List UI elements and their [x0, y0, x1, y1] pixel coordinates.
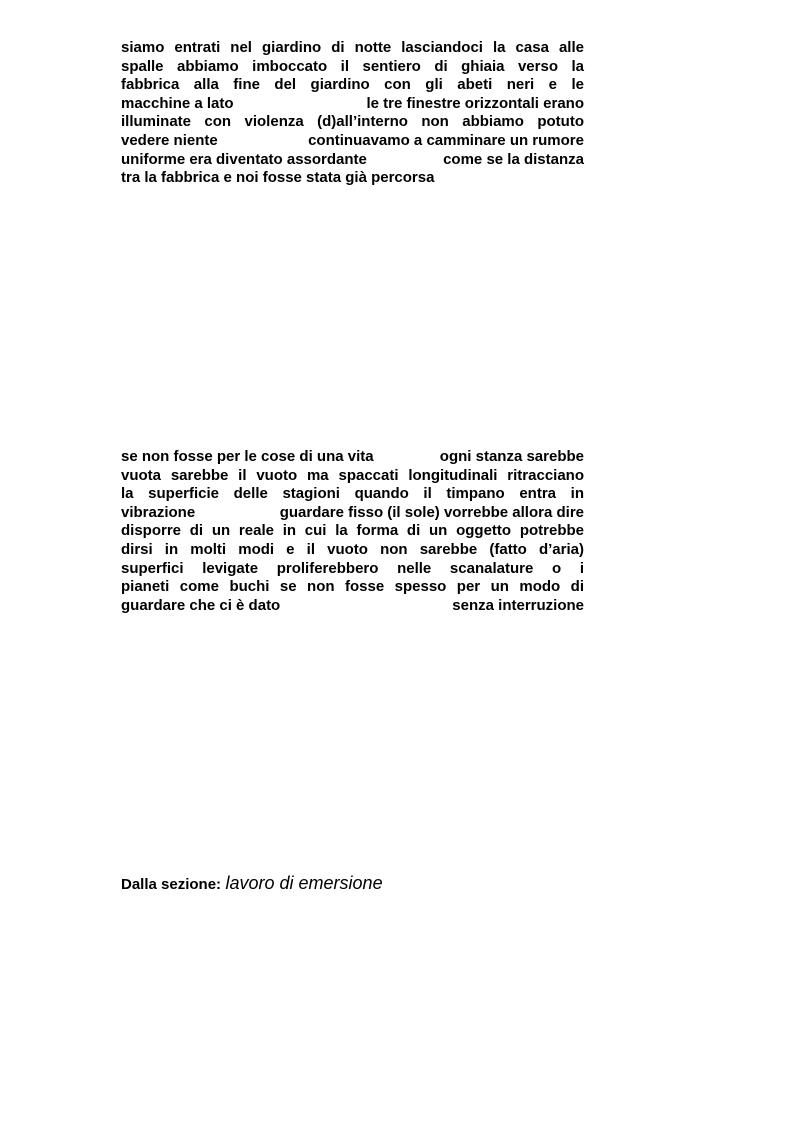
poem-line-part: come se la distanza	[443, 150, 584, 168]
poem-line-part: vedere niente	[121, 131, 218, 149]
poem-line-part: uniforme era diventato assordante	[121, 150, 367, 168]
poem-stanza-two	[121, 448, 584, 615]
poem-line: fabbrica alla fine del giardino con gli abeti neri e le	[121, 76, 584, 94]
poem-line: la superficie delle stagioni quando il timpano entra in	[121, 485, 584, 503]
poem-line: superfici levigate proliferebbero nelle scanalature o i	[121, 559, 584, 577]
section-title: lavoro di emersione	[225, 873, 383, 893]
poem-line: dirsi in molti modi e il vuoto non sarebbe (fatto d’aria)	[121, 540, 584, 558]
section-attribution	[121, 873, 383, 894]
poem-line: vuota sarebbe il vuoto ma spaccati longitudinali ritracciano	[121, 466, 584, 484]
poem-line: tra la fabbrica e noi fosse stata già percorsa	[121, 169, 435, 187]
poem-line-split	[121, 132, 584, 151]
poem-line-part: se non fosse per le cose di una vita	[121, 448, 374, 465]
poem-line: spalle abbiamo imboccato il sentiero di ghiaia verso la	[121, 57, 584, 75]
poem-line-part: guardare fisso (il sole) vorrebbe allora dire	[279, 503, 584, 521]
poem-line-part: senza interruzione	[452, 596, 584, 614]
section-label: Dalla sezione:	[121, 876, 222, 893]
poem-line-split	[121, 597, 584, 616]
poem-line-part: continuavamo a camminare un rumore	[308, 131, 584, 149]
poem-line-split	[121, 151, 584, 170]
poem-line-part: guardare che ci è dato	[121, 596, 281, 614]
poem-line: disporre di un reale in cui la forma di un oggetto potrebbe	[121, 522, 584, 540]
poem-stanza-one	[121, 39, 584, 188]
poem-line-split	[121, 448, 584, 467]
poem-line: illuminate con violenza (d)all’interno non abbiamo potuto	[121, 113, 584, 131]
poem-line-split	[121, 504, 584, 523]
poem-line-part: macchine a lato	[121, 94, 234, 112]
poem-line-part: ogni stanza sarebbe	[439, 448, 584, 465]
poem-line: pianeti come buchi se non fosse spesso per un modo di	[121, 578, 584, 596]
poem-line-split	[121, 95, 584, 114]
poem-line: siamo entrati nel giardino di notte lasciandoci la casa alle	[121, 39, 584, 56]
poem-line-part: vibrazione	[121, 503, 196, 521]
poem-line-part: le tre finestre orizzontali erano	[366, 94, 584, 112]
